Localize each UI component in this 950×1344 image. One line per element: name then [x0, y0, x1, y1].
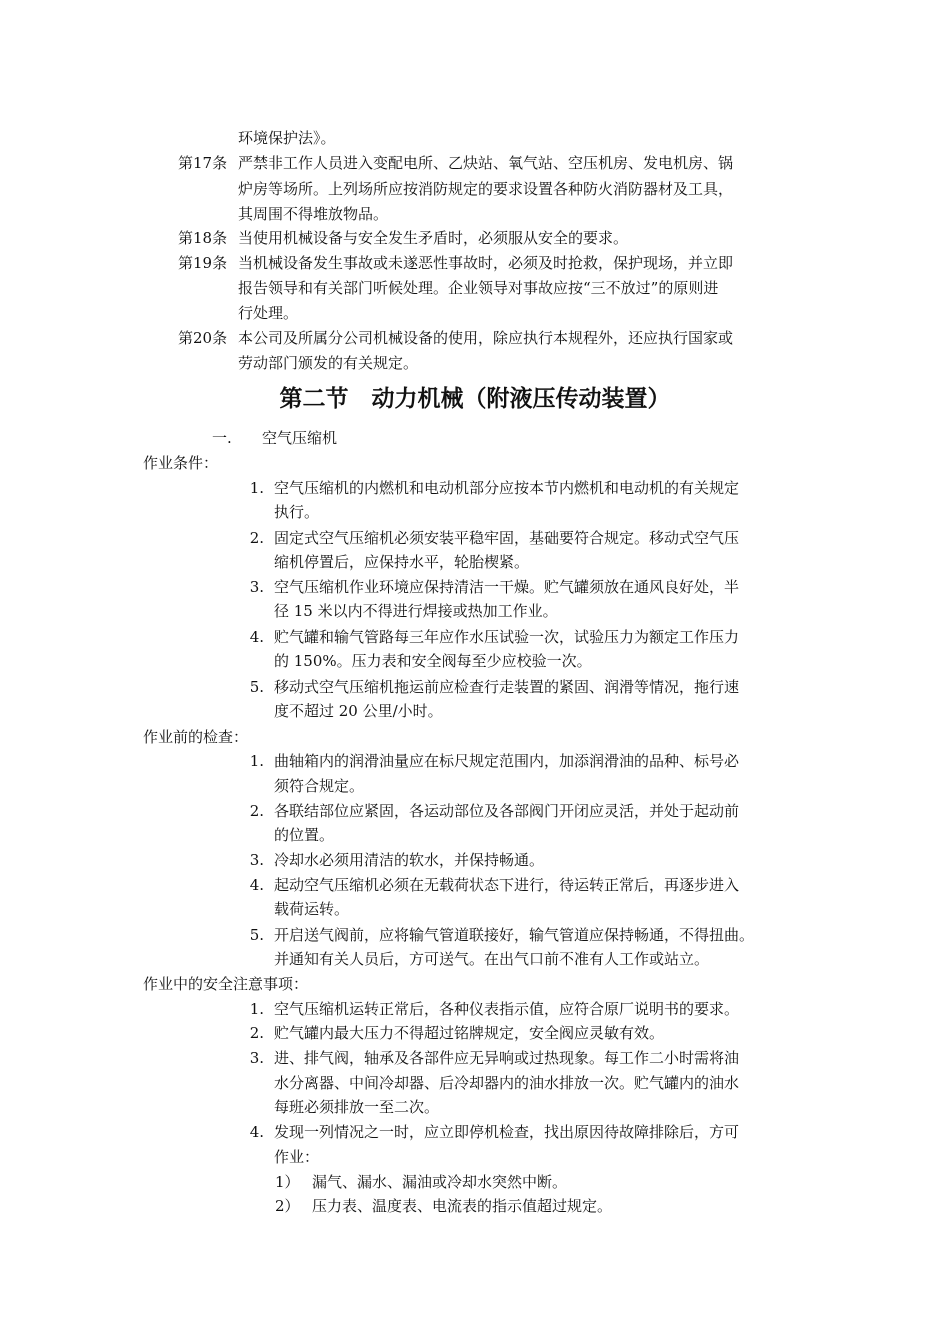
list-item-line: 移动式空气压缩机拖运前应检查行走装置的紧固、润滑等情况，拖行速: [274, 678, 740, 696]
list-item-number: 1.: [249, 479, 264, 497]
article-number: 第18条: [178, 229, 228, 247]
list-item-line: 水分离器、中间冷却器、后冷却器内的油水排放一次。贮气罐内的油水: [274, 1074, 740, 1092]
list-item-line: 空气压缩机的内燃机和电动机部分应按本节内燃机和电动机的有关规定: [274, 479, 740, 497]
article-line: 当使用机械设备与安全发生矛盾时，必须服从安全的要求。: [238, 229, 629, 247]
article-line: 本公司及所属分公司机械设备的使用，除应执行本规程外，还应执行国家或: [238, 329, 734, 347]
list-item-line: 度不超过 20 公里/小时。: [274, 702, 443, 720]
list-item-line: 贮气罐内最大压力不得超过铭牌规定，安全阀应灵敏有效。: [274, 1024, 665, 1042]
list-item-number: 5.: [249, 678, 264, 696]
list-item-number: 2.: [249, 1024, 264, 1042]
list-item-number: 2.: [249, 802, 264, 820]
sub-item-number: 2）: [275, 1197, 300, 1215]
list-item-line: 曲轴箱内的润滑油量应在标尺规定范围内，加添润滑油的品种、标号必: [274, 752, 740, 770]
list-item-line: 发现一列情况之一时，应立即停机检查，找出原因待故障排除后，方可: [274, 1123, 740, 1141]
list-item-line: 固定式空气压缩机必须安装平稳牢固，基础要符合规定。移动式空气压: [274, 529, 740, 547]
list-item-line: 径 15 米以内不得进行焊接或热加工作业。: [274, 602, 558, 620]
list-item-number: 3.: [249, 578, 264, 596]
article-line: 炉房等场所。上列场所应按消防规定的要求设置各种防火消防器材及工具，: [238, 180, 734, 198]
list-item-number: 1.: [249, 1000, 264, 1018]
list-item-number: 4.: [249, 876, 264, 894]
group-heading: 作业条件：: [143, 454, 219, 472]
list-item-number: 2.: [249, 529, 264, 547]
group-heading: 作业前的检查：: [143, 728, 249, 746]
article-line: 行处理。: [238, 304, 299, 322]
article-line: 劳动部门颁发的有关规定。: [238, 354, 419, 372]
article-line: 报告领导和有关部门听候处理。企业领导对事故应按“三不放过”的原则进: [238, 279, 719, 297]
list-item-number: 4.: [249, 628, 264, 646]
list-item-number: 4.: [249, 1123, 264, 1141]
section-title: 第二节 动力机械（附液压传动装置）: [279, 385, 671, 412]
list-item-line: 起动空气压缩机必须在无载荷状态下进行，待运转正常后，再逐步进入: [274, 876, 740, 894]
list-item-line: 缩机停置后，应保持水平，轮胎楔紧。: [274, 553, 530, 571]
list-item-line: 每班必须排放一至二次。: [274, 1098, 440, 1116]
sub-item-text: 漏气、漏水、漏油或冷却水突然中断。: [312, 1173, 568, 1191]
article-number: 第17条: [178, 154, 228, 172]
list-item-number: 3.: [249, 851, 264, 869]
list-item-line: 各联结部位应紧固，各运动部位及各部阀门开闭应灵活，并处于起动前: [274, 802, 740, 820]
list-item-number: 5.: [249, 926, 264, 944]
group-heading: 作业中的安全注意事项：: [143, 975, 309, 993]
list-item-line: 进、排气阀，轴承及各部件应无异响或过热现象。每工作二小时需将油: [274, 1049, 740, 1067]
list-item-line: 空气压缩机作业环境应保持清洁一干燥。贮气罐须放在通风良好处，半: [274, 578, 740, 596]
list-item-line: 须符合规定。: [274, 777, 365, 795]
sub-item-number: 1）: [275, 1173, 300, 1191]
list-item-line: 贮气罐和输气管路每三年应作水压试验一次，试验压力为额定工作压力: [274, 628, 740, 646]
list-item-line: 执行。: [274, 503, 320, 521]
list-item-line: 作业：: [274, 1148, 320, 1166]
list-item-line: 的位置。: [274, 826, 335, 844]
article-line: 当机械设备发生事故或未遂恶性事故时，必须及时抢救，保护现场，并立即: [238, 254, 734, 272]
subsection-title: 空气压缩机: [262, 429, 338, 447]
sub-item-text: 压力表、温度表、电流表的指示值超过规定。: [312, 1197, 613, 1215]
list-item-line: 开启送气阀前，应将输气管道联接好，输气管道应保持畅通，不得扭曲。: [274, 926, 755, 944]
intro-tail-text: 环境保护法》。: [238, 129, 336, 147]
list-item-line: 空气压缩机运转正常后，各种仪表指示值，应符合原厂说明书的要求。: [274, 1000, 740, 1018]
list-item-number: 1.: [249, 752, 264, 770]
article-line: 严禁非工作人员进入变配电所、乙炔站、氧气站、空压机房、发电机房、锅: [238, 154, 734, 172]
article-line: 其周围不得堆放物品。: [238, 205, 389, 223]
list-item-line: 并通知有关人员后，方可送气。在出气口前不准有人工作或站立。: [274, 950, 710, 968]
list-item-line: 冷却水必须用清洁的软水，并保持畅通。: [274, 851, 545, 869]
article-number: 第20条: [178, 329, 228, 347]
list-item-number: 3.: [249, 1049, 264, 1067]
list-item-line: 载荷运转。: [274, 900, 350, 918]
article-number: 第19条: [178, 254, 228, 272]
subsection-number: 一.: [212, 429, 232, 447]
list-item-line: 的 150%。压力表和安全阀每至少应校验一次。: [274, 652, 592, 670]
